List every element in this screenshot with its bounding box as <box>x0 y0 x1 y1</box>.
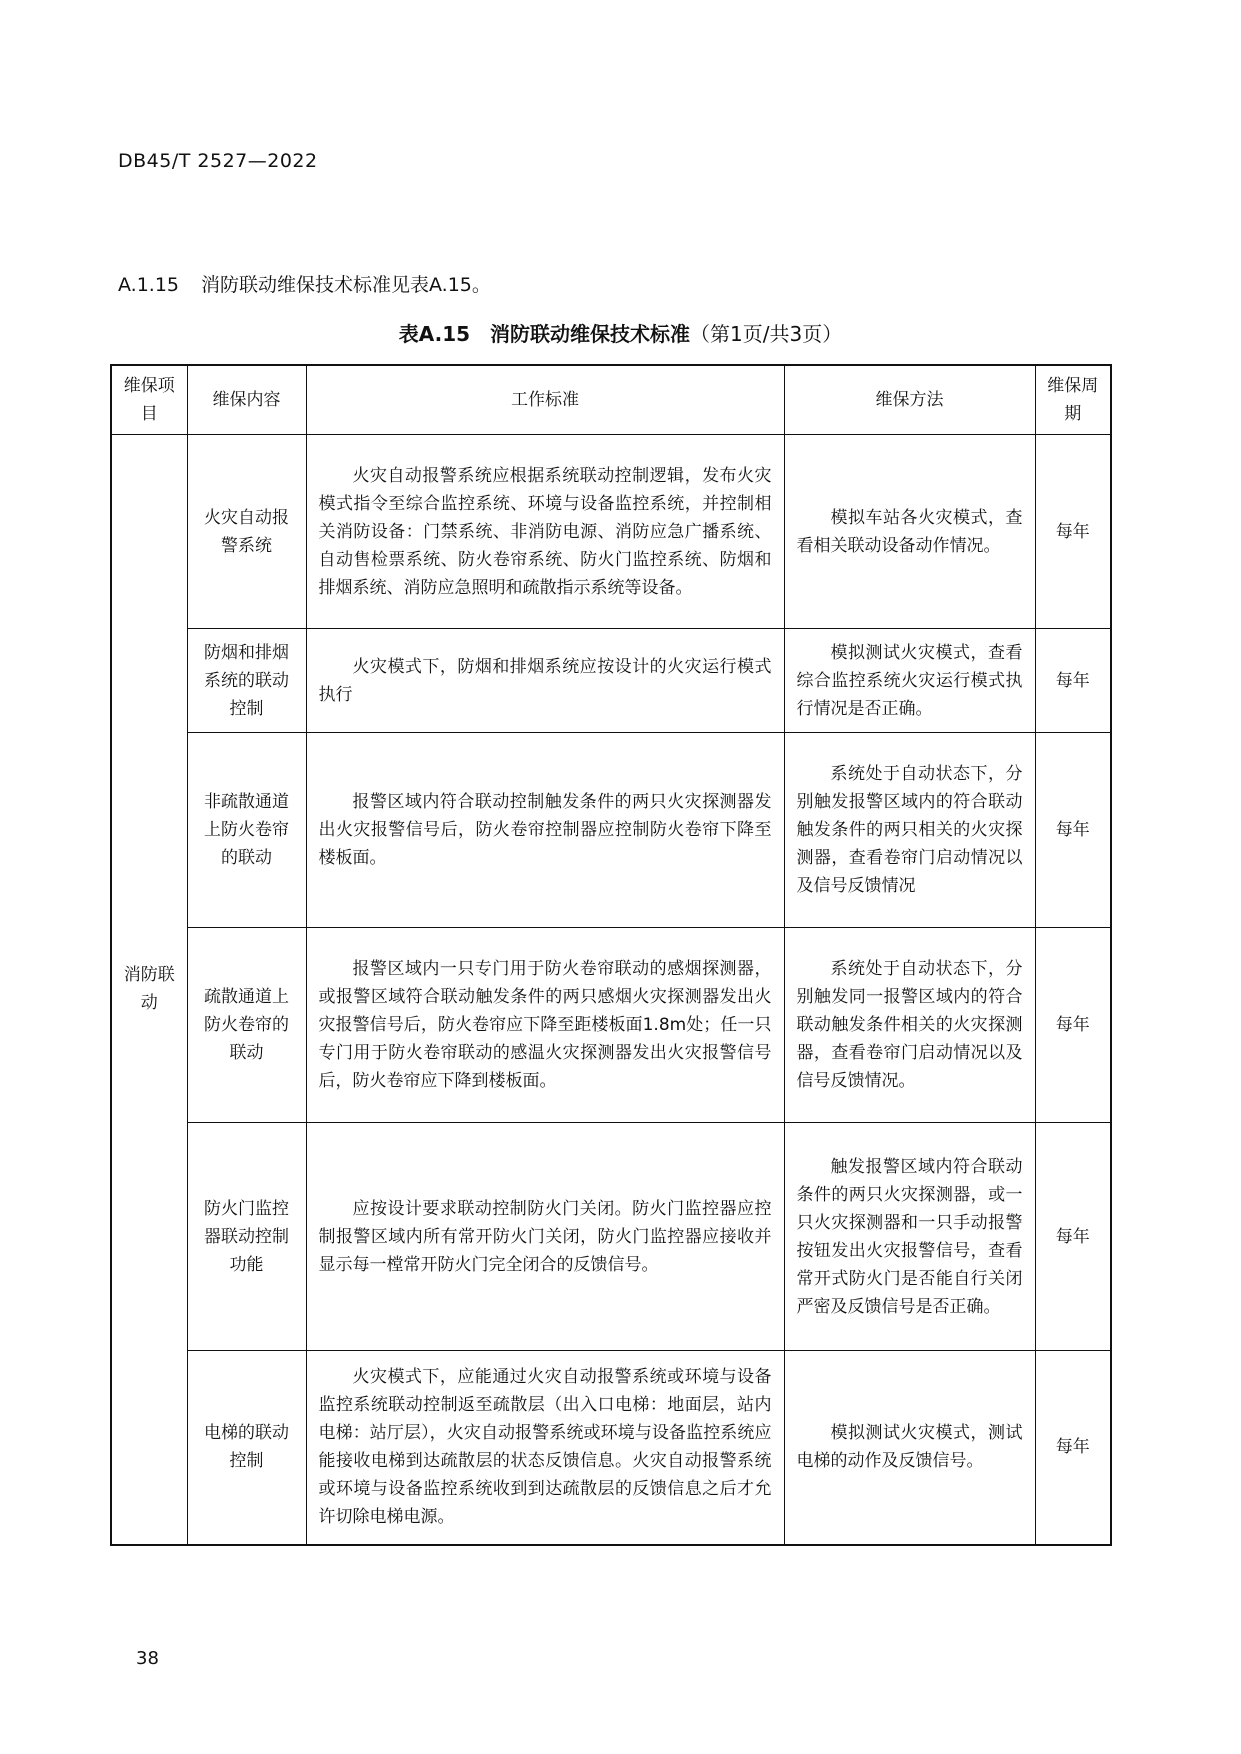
table-name: 消防联动维保技术标准 <box>490 322 691 346</box>
cycle-cell: 每年 <box>1035 1351 1111 1545</box>
standard-code: DB45/T 2527—2022 <box>118 150 318 172</box>
section-number: A.1.15 <box>118 274 180 296</box>
standard-cell: 火灾模式下，防烟和排烟系统应按设计的火灾运行模式执行 <box>306 629 784 733</box>
content-cell: 非疏散通道上防火卷帘的联动 <box>187 733 306 928</box>
table-number: 表A.15 <box>398 322 471 346</box>
cycle-cell: 每年 <box>1035 928 1111 1123</box>
content-cell: 防火门监控器联动控制功能 <box>187 1123 306 1351</box>
standard-cell: 报警区域内一只专门用于防火卷帘联动的感烟探测器，或报警区域符合联动触发条件的两只感烟火灾探测器发出火灾报警信号后，防火卷帘应下降至距楼板面1.8m处；任一只专门用于防火卷帘联动的感温火灾探测器发出火灾报警信号后，防火卷帘应下降到楼板面。 <box>306 928 784 1123</box>
content-cell: 防烟和排烟系统的联动控制 <box>187 629 306 733</box>
method-cell: 模拟测试火灾模式，测试电梯的动作及反馈信号。 <box>784 1351 1035 1545</box>
column-header-content: 维保内容 <box>187 365 306 435</box>
section-heading <box>118 270 491 297</box>
column-header-standard: 工作标准 <box>306 365 784 435</box>
table-row <box>111 435 1111 629</box>
column-header-item: 维保项目 <box>111 365 187 435</box>
standard-cell: 应按设计要求联动控制防火门关闭。防火门监控器应控制报警区域内所有常开防火门关闭，防火门监控器应接收并显示每一樘常开防火门完全闭合的反馈信号。 <box>306 1123 784 1351</box>
column-header-method: 维保方法 <box>784 365 1035 435</box>
page-number: 38 <box>136 1648 159 1669</box>
cycle-cell: 每年 <box>1035 1123 1111 1351</box>
cycle-cell: 每年 <box>1035 733 1111 928</box>
table-row <box>111 1351 1111 1545</box>
table-row <box>111 733 1111 928</box>
cycle-cell: 每年 <box>1035 435 1111 629</box>
section-text: 消防联动维保技术标准见表A.15。 <box>201 274 491 296</box>
cycle-cell: 每年 <box>1035 629 1111 733</box>
method-cell: 系统处于自动状态下，分别触发报警区域内的符合联动触发条件的两只相关的火灾探测器，查看卷帘门启动情况以及信号反馈情况 <box>784 733 1035 928</box>
method-cell: 模拟车站各火灾模式，查看相关联动设备动作情况。 <box>784 435 1035 629</box>
table-row <box>111 928 1111 1123</box>
standard-cell: 报警区域内符合联动控制触发条件的两只火灾探测器发出火灾报警信号后，防火卷帘控制器应控制防火卷帘下降至楼板面。 <box>306 733 784 928</box>
method-cell: 触发报警区域内符合联动条件的两只火灾探测器，或一只火灾探测器和一只手动报警按钮发出火灾报警信号，查看常开式防火门是否能自行关闭严密及反馈信号是否正确。 <box>784 1123 1035 1351</box>
category-cell: 消防联动 <box>111 435 187 1545</box>
method-cell: 系统处于自动状态下，分别触发同一报警区域内的符合联动触发条件相关的火灾探测器，查看卷帘门启动情况以及信号反馈情况。 <box>784 928 1035 1123</box>
standard-cell: 火灾模式下，应能通过火灾自动报警系统或环境与设备监控系统联动控制返至疏散层（出入口电梯：地面层，站内电梯：站厅层），火灾自动报警系统或环境与设备监控系统应能接收电梯到达疏散层的状态反馈信息。火灾自动报警系统或环境与设备监控系统收到到达疏散层的反馈信息之后才允许切除电梯电源。 <box>306 1351 784 1545</box>
table-header-row <box>111 365 1111 435</box>
standard-cell: 火灾自动报警系统应根据系统联动控制逻辑，发布火灾模式指令至综合监控系统、环境与设备监控系统，并控制相关消防设备：门禁系统、非消防电源、消防应急广播系统、自动售检票系统、防火卷帘系统、防火门监控系统、防烟和排烟系统、消防应急照明和疏散指示系统等设备。 <box>306 435 784 629</box>
table-row <box>111 629 1111 733</box>
table-page-info: （第1页/共3页） <box>690 322 843 346</box>
table-title <box>0 318 1241 347</box>
content-cell: 疏散通道上防火卷帘的联动 <box>187 928 306 1123</box>
table-row <box>111 1123 1111 1351</box>
maintenance-table <box>110 364 1112 1546</box>
method-cell: 模拟测试火灾模式，查看综合监控系统火灾运行模式执行情况是否正确。 <box>784 629 1035 733</box>
column-header-cycle: 维保周期 <box>1035 365 1111 435</box>
content-cell: 火灾自动报警系统 <box>187 435 306 629</box>
content-cell: 电梯的联动控制 <box>187 1351 306 1545</box>
